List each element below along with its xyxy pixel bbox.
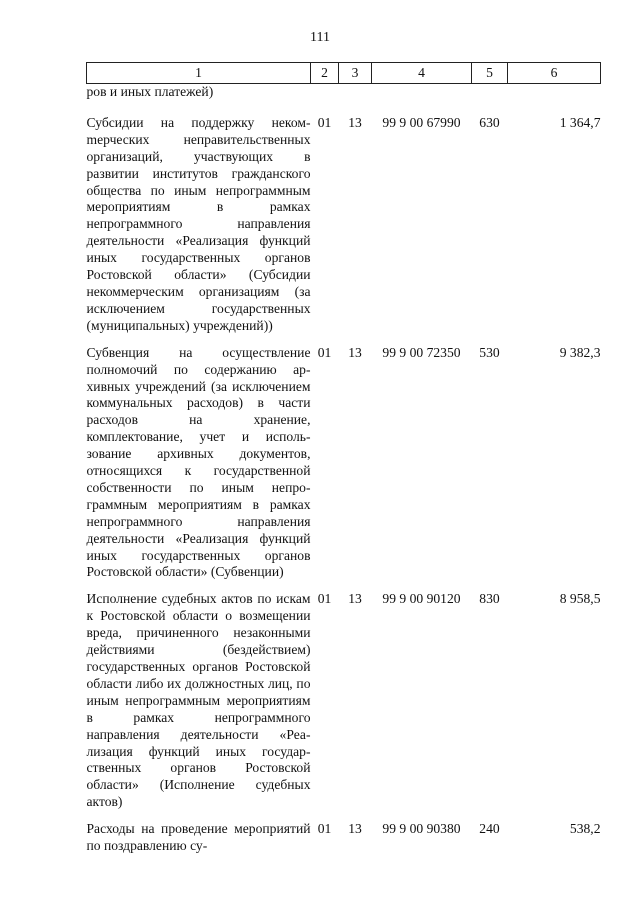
row-description: Субвенция на осуществление полномочий по содержанию архивных учреждений (за исключением коммунальных расходов) в части расходов на хранение, комплектование, учет и использование архивных документов, относящихся к государственной собственности по иным непрограммным мероприятиям в рамках непрограммного направления деятельности «Реализация функций иных государственных органов Ростовской области» (Субвенции) <box>86 344 311 580</box>
header-col-5: 5 <box>472 63 508 84</box>
table-row <box>87 813 601 857</box>
table-row <box>87 337 601 584</box>
row-expense-type-code: 530 <box>479 344 500 360</box>
row-amount: 8 958,5 <box>559 591 601 607</box>
header-col-2: 2 <box>311 63 339 84</box>
row-amount: 1 364,7 <box>559 114 601 130</box>
row-description: Субсидии на поддержку некомmерческих неправительственных организаций, участвующих в развитии институтов гражданского общества по иным непрограммным мероприятиям в рамках непрограммного направления деятельности «Реализация функций иных государственных органов Ростовской области» (Субсидии некоммерческим организациям (за исключением государственных (муниципальных) учреждений)) <box>86 114 311 333</box>
row-target-code: 99 9 00 67990 <box>382 114 461 130</box>
table-header-row <box>87 63 601 84</box>
row-amount: 538,2 <box>569 821 601 837</box>
row-section-code: 01 <box>317 344 332 360</box>
table-row <box>87 107 601 337</box>
row-expense-type-code: 830 <box>479 591 500 607</box>
header-col-1: 1 <box>87 63 311 84</box>
row-description: Исполнение судебных актов по искам к Ростовской области о возмещении вреда, причиненного незаконными действиями (бездействием) государственных органов Ростовской области либо их должностных лиц, по иным непрограммным мероприятиям в рамках непрограммного направления деятельности «Реализация функций иных государственных органов Ростовской области» (Исполнение судебных актов) <box>86 591 311 810</box>
row-target-code: 99 9 00 90380 <box>382 821 461 837</box>
budget-table <box>86 62 601 857</box>
row-section-code: 01 <box>317 591 332 607</box>
page-number: 111 <box>310 30 330 45</box>
header-col-6: 6 <box>508 63 601 84</box>
row-section-code: 01 <box>317 821 332 837</box>
row-subsection-code: 13 <box>348 344 362 360</box>
row-target-code: 99 9 00 90120 <box>382 591 461 607</box>
row-expense-type-code: 240 <box>479 821 500 837</box>
table-row-continuation <box>87 84 601 107</box>
row-subsection-code: 13 <box>348 821 362 837</box>
continuation-text: ров и иных платежей) <box>86 84 214 99</box>
row-section-code: 01 <box>317 114 332 130</box>
row-amount: 9 382,3 <box>559 344 601 360</box>
row-subsection-code: 13 <box>348 114 362 130</box>
header-col-3: 3 <box>339 63 372 84</box>
header-col-4: 4 <box>372 63 472 84</box>
row-description: Расходы на проведение мероприятий по поздравлению су- <box>86 821 311 854</box>
row-target-code: 99 9 00 72350 <box>382 344 461 360</box>
row-expense-type-code: 630 <box>479 114 500 130</box>
row-subsection-code: 13 <box>348 591 362 607</box>
table-row <box>87 583 601 813</box>
